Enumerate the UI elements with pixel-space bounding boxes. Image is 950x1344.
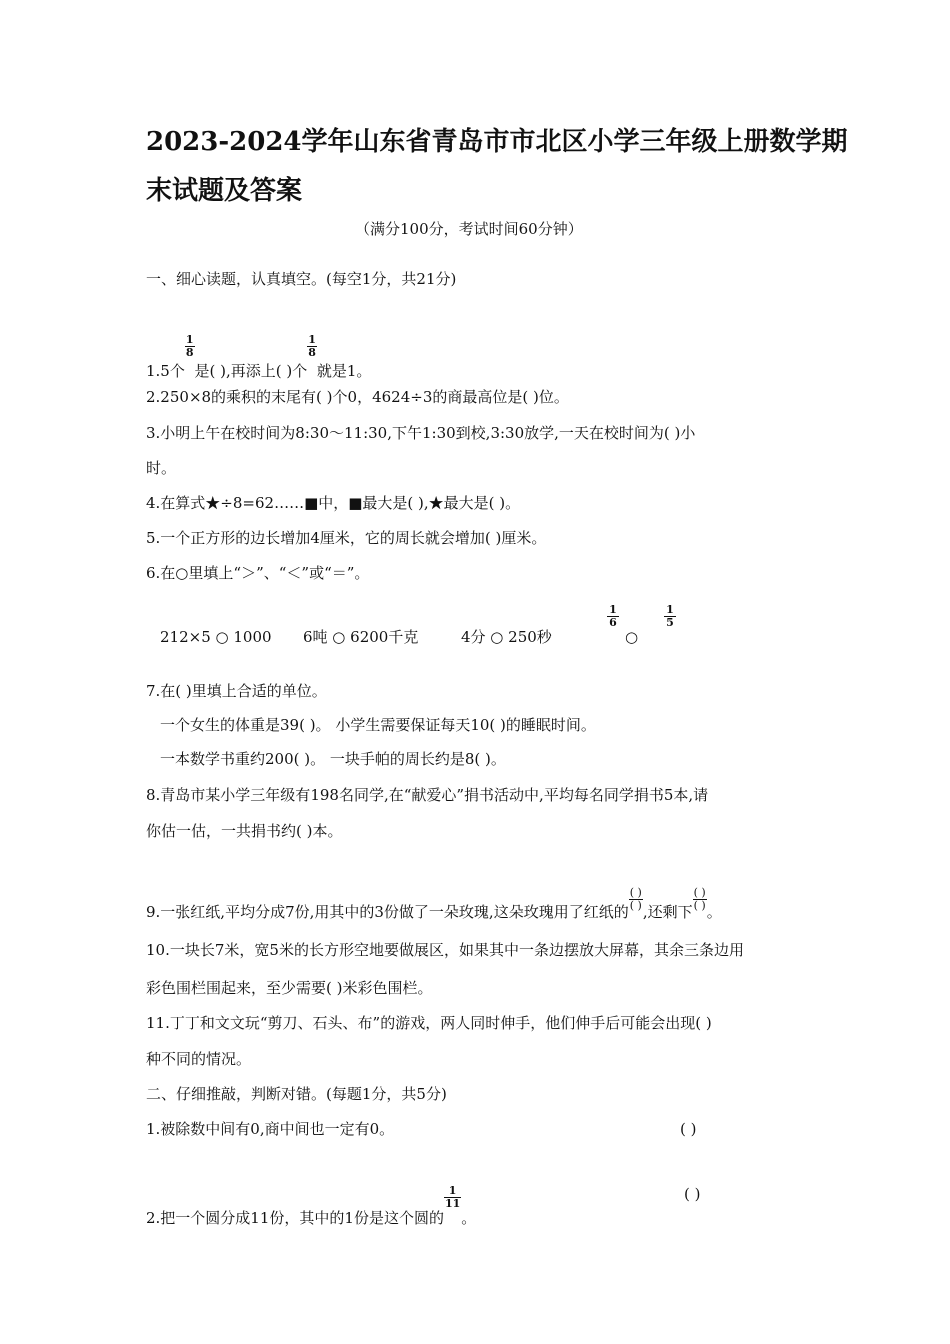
question-2-1: 1.被除数中间有0,商中间也一定有0。 [146,1120,395,1138]
question-2-2 [146,1185,476,1227]
question-1-8-line2: 你估一估，一共捐书约( )本。 [146,822,343,840]
section1-heading: 一、细心读题，认真填空。(每空1分，共21分) [146,270,457,288]
question-1-10-line1: 10.一块长7米，宽5米的长方形空地要做展区，如果其中一条边摆放大屏幕，其余三条边用 [146,941,744,959]
q1-text-c: 就是1。 [316,362,372,380]
fraction-one-eighth: $\frac{1}{8}$ [185,333,194,359]
q9-text-b: ,还剩下 [642,903,693,921]
question-1-6: 6.在○里填上“＞”、“＜”或“＝”。 [146,564,370,582]
q9-text-c: 。 [706,903,722,921]
q2-2-text-b: 。 [461,1209,477,1227]
fraction-one-eighth-2: $\frac{1}{8}$ [308,333,316,359]
blank-fraction-1: $\frac{( )}{( )}$ [629,886,642,912]
question-1-10-line2: 彩色围栏围起来，至少需要( )米彩色围栏。 [146,979,433,997]
page-title-line2: 末试题及答案 [146,176,303,206]
question-1-1 [146,334,371,380]
question-1-7: 7.在( )里填上合适的单位。 [146,682,327,700]
question-1-11-line1: 11.丁丁和文文玩“剪刀、石头、布”的游戏，两人同时伸手，他们伸手后可能会出现( ) [146,1014,712,1032]
question-1-2: 2.250×8的乘积的末尾有( )个0，4624÷3的商最高位是( )位。 [146,388,569,406]
compare-circle: ○ [625,628,639,646]
q1-text-b: 是( ),再添上( )个 [194,362,308,380]
q1-text-a: 1.5个 [146,362,185,380]
answer-paren-2-2: ( ) [684,1185,701,1203]
q9-text-a: 9.一张红纸,平均分成7份,用其中的3份做了一朵玫瑰,这朵玫瑰用了红纸的 [146,903,629,921]
question-1-9 [146,887,722,921]
exam-info: （满分100分，考试时间60分钟） [355,220,583,238]
blank-fraction-2: $\frac{( )}{( )}$ [693,886,706,912]
question-1-8-line1: 8.青岛市某小学三年级有198名同学,在“献爱心”捐书活动中,平均每名同学捐书5本,请 [146,786,709,804]
question-1-3-line2: 时。 [146,459,177,477]
question-1-4: 4.在算式★÷8=62……■中，■最大是( ),★最大是( )。 [146,494,521,512]
compare-item-c: 4分 ○ 250秒 [461,628,552,646]
q2-2-text-a: 2.把一个圆分成11份，其中的1份是这个圆的 [146,1209,444,1227]
fraction-one-fifth: $\frac{1}{5}$ [664,604,676,629]
fraction-one-sixth: $\frac{1}{6}$ [607,604,619,629]
fraction-one-eleventh: $\frac{1}{11}$ [444,1184,461,1210]
question-1-11-line2: 种不同的情况。 [146,1050,252,1068]
answer-paren-2-1: ( ) [680,1120,697,1138]
compare-item-a: 212×5 ○ 1000 [160,628,272,646]
question-1-3-line1: 3.小明上午在校时间为8:30～11:30,下午1:30到校,3:30放学,一天在校时间为( )小 [146,424,696,442]
section2-heading: 二、仔细推敲，判断对错。(每题1分，共5分) [146,1085,447,1103]
question-1-7-row1: 一个女生的体重是39( )。 小学生需要保证每天10( )的睡眠时间。 [160,716,596,734]
question-1-7-row2: 一本数学书重约200( )。 一块手帕的周长约是8( )。 [160,750,506,768]
compare-item-b: 6吨 ○ 6200千克 [303,628,419,646]
question-1-5: 5.一个正方形的边长增加4厘米，它的周长就会增加( )厘米。 [146,529,547,547]
page-title-line1: 2023-2024学年山东省青岛市市北区小学三年级上册数学期 [146,127,848,157]
